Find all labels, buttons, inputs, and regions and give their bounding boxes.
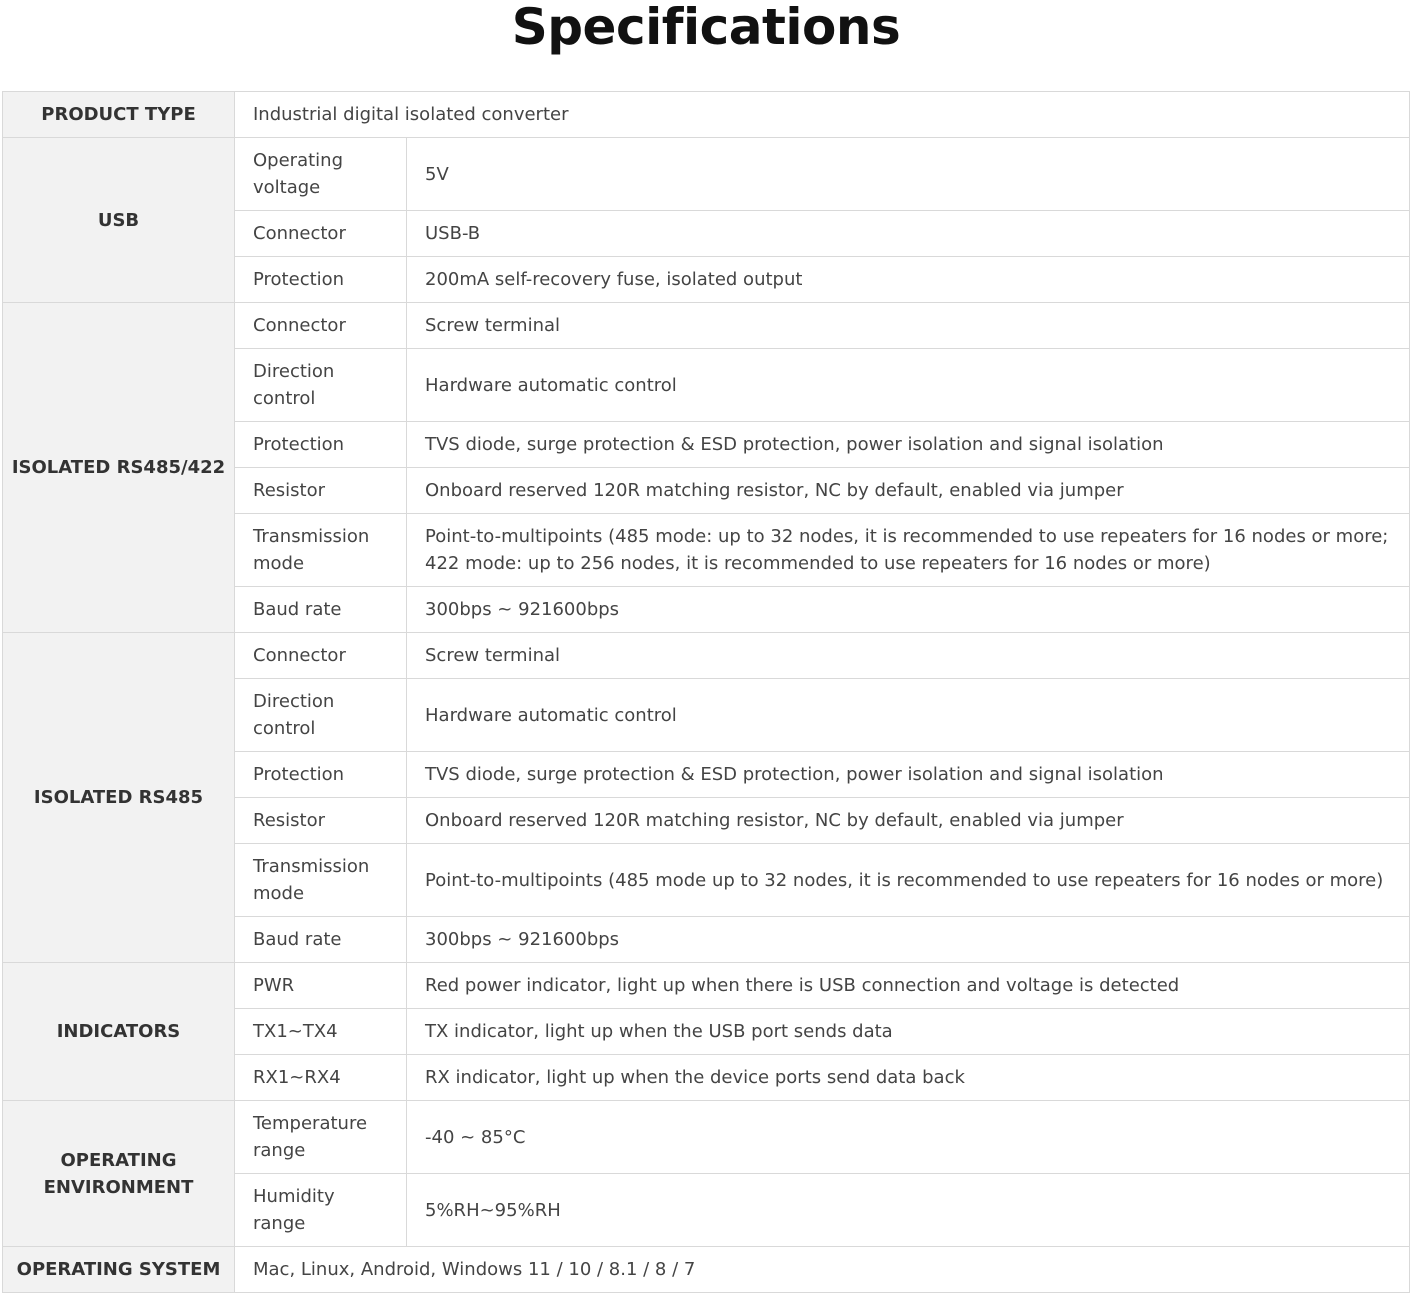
spec-label: Protection [235, 752, 407, 798]
spec-label: TX1~TX4 [235, 1009, 407, 1055]
table-row [3, 138, 1410, 211]
spec-value: USB-B [407, 211, 1410, 257]
category-indicators: INDICATORS [3, 963, 235, 1101]
spec-value: TVS diode, surge protection & ESD protection, power isolation and signal isolation [407, 752, 1410, 798]
spec-label: PWR [235, 963, 407, 1009]
spec-label: Temperature range [235, 1101, 407, 1174]
table-row [3, 633, 1410, 679]
category-operating-environment: OPERATING ENVIRONMENT [3, 1101, 235, 1247]
spec-value: Red power indicator, light up when there is USB connection and voltage is detected [407, 963, 1410, 1009]
category-isolated-rs485-422: ISOLATED RS485/422 [3, 303, 235, 633]
specifications-table [2, 91, 1410, 1293]
spec-label: Connector [235, 633, 407, 679]
spec-value: -40 ~ 85°C [407, 1101, 1410, 1174]
category-product-type: PRODUCT TYPE [3, 92, 235, 138]
spec-label: Baud rate [235, 587, 407, 633]
spec-value: Screw terminal [407, 633, 1410, 679]
spec-label: Resistor [235, 468, 407, 514]
spec-label: Humidity range [235, 1174, 407, 1247]
category-operating-system: OPERATING SYSTEM [3, 1247, 235, 1293]
category-isolated-rs485: ISOLATED RS485 [3, 633, 235, 963]
spec-label: Direction control [235, 679, 407, 752]
spec-value: Point-to-multipoints (485 mode: up to 32 nodes, it is recommended to use repeaters for 16 nodes or more; 422 mode: up to 256 nodes, it is recommended to use repeaters for 16 nodes or more) [407, 514, 1410, 587]
spec-value: 5V [407, 138, 1410, 211]
spec-value: Screw terminal [407, 303, 1410, 349]
page-title: Specifications [511, 0, 901, 56]
spec-value: 300bps ~ 921600bps [407, 917, 1410, 963]
spec-label: Connector [235, 303, 407, 349]
table-row [3, 1101, 1410, 1174]
spec-value: TVS diode, surge protection & ESD protection, power isolation and signal isolation [407, 422, 1410, 468]
spec-label: Protection [235, 257, 407, 303]
spec-value: Onboard reserved 120R matching resistor, NC by default, enabled via jumper [407, 468, 1410, 514]
spec-label: Baud rate [235, 917, 407, 963]
spec-value: 200mA self-recovery fuse, isolated output [407, 257, 1410, 303]
spec-label: Transmission mode [235, 844, 407, 917]
spec-label: Operating voltage [235, 138, 407, 211]
category-usb: USB [3, 138, 235, 303]
spec-value: TX indicator, light up when the USB port sends data [407, 1009, 1410, 1055]
spec-label: RX1~RX4 [235, 1055, 407, 1101]
spec-value: Hardware automatic control [407, 679, 1410, 752]
spec-label: Connector [235, 211, 407, 257]
product-type-value: Industrial digital isolated converter [235, 92, 1410, 138]
spec-value: RX indicator, light up when the device ports send data back [407, 1055, 1410, 1101]
spec-value: 5%RH~95%RH [407, 1174, 1410, 1247]
operating-system-value: Mac, Linux, Android, Windows 11 / 10 / 8.1 / 8 / 7 [235, 1247, 1410, 1293]
spec-label: Resistor [235, 798, 407, 844]
spec-label: Direction control [235, 349, 407, 422]
table-row [3, 1247, 1410, 1293]
table-row [3, 963, 1410, 1009]
spec-value: Point-to-multipoints (485 mode up to 32 nodes, it is recommended to use repeaters for 16 nodes or more) [407, 844, 1410, 917]
spec-value: 300bps ~ 921600bps [407, 587, 1410, 633]
table-row [3, 303, 1410, 349]
spec-value: Hardware automatic control [407, 349, 1410, 422]
spec-label: Transmission mode [235, 514, 407, 587]
table-row [3, 92, 1410, 138]
spec-value: Onboard reserved 120R matching resistor, NC by default, enabled via jumper [407, 798, 1410, 844]
spec-label: Protection [235, 422, 407, 468]
